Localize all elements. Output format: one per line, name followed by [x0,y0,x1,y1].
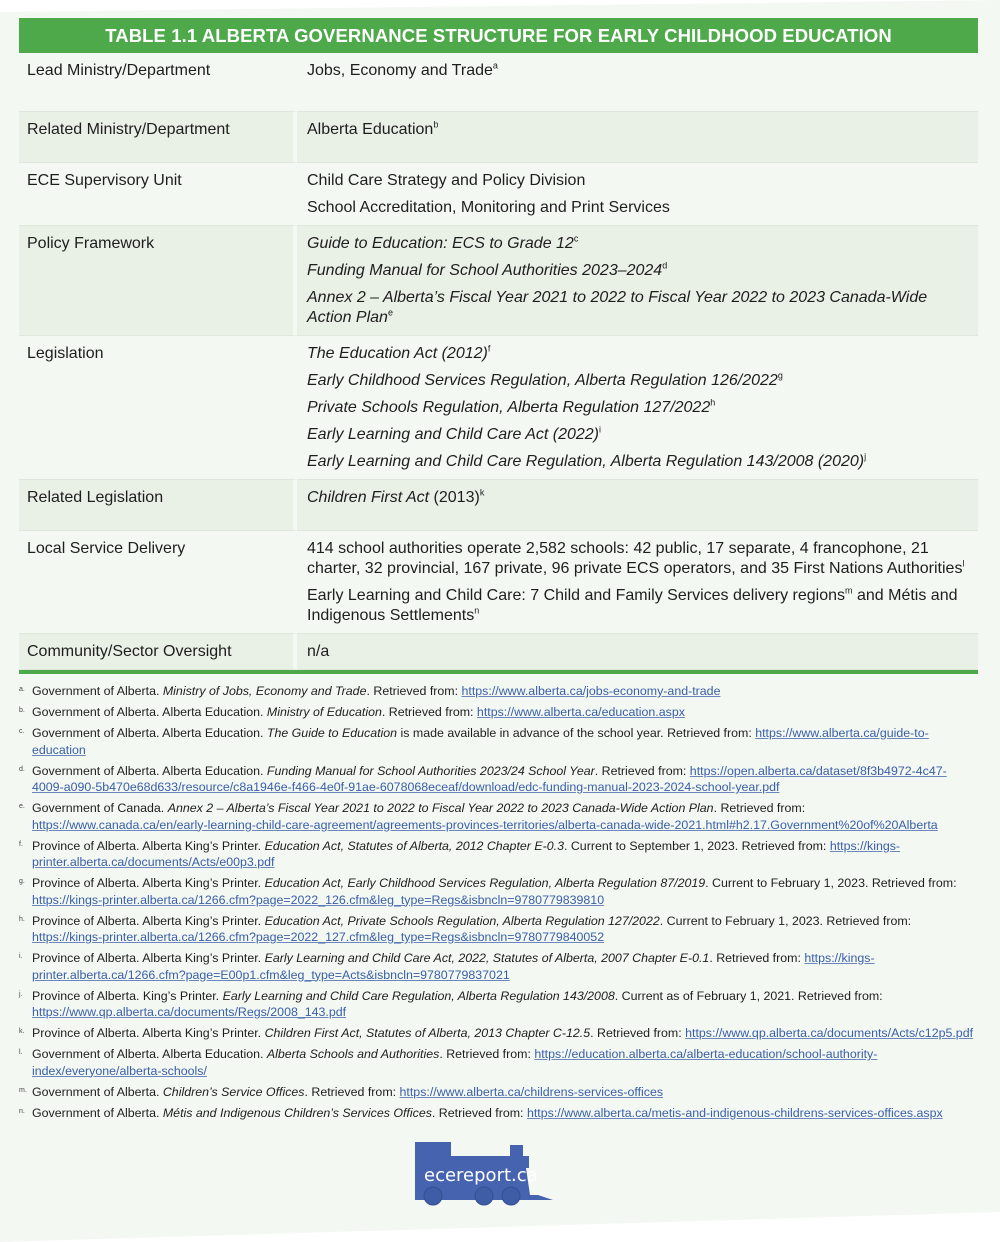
footnote [19,683,978,700]
footnote-link[interactable]: https://kings-printer.alberta.ca/1266.cfm?page=2022_126.cfm&leg_type=Regs&isbncln=9780779839810 [32,892,605,907]
footnote-retrieved: . Current to September 1, 2023. Retrieved from: [563,838,830,853]
table-row [19,111,978,163]
footnote-retrieved: . Current as of February 1, 2021. Retrieved from: [614,988,883,1003]
footnote-text [32,763,978,796]
footnote-ref[interactable]: l [962,558,965,569]
value-text: 414 school authorities operate 2,582 schools: 42 public, 17 separate, 4 francophone, 21 charter, 32 provincial, 167 private, 96 private ECS operators, and 35 First Nations Authorities [307,540,963,577]
value-line [307,425,970,445]
footnote-retrieved: . Retrieved from: [304,1084,400,1099]
footnote-text [32,1046,978,1079]
footnote-title: Funding Manual for School Authorities 2023/24 School Year [266,763,595,778]
row-label: Legislation [27,345,104,362]
value-line [307,261,970,281]
footnote-ref[interactable]: n [474,605,480,616]
row-value [297,336,978,479]
footnote-source: Government of Alberta. Alberta Education. [32,726,267,740]
footnote-source: Government of Alberta. [32,684,163,698]
footnote [19,913,978,946]
footnote-retrieved: . Retrieved from: [381,705,477,719]
footnote-source: Government of Alberta. Alberta Education. [32,1047,267,1061]
footnote-marker: i. [19,953,23,960]
footnote-title: Ministry of Education [266,705,382,719]
governance-table [19,53,978,670]
footnote-source: Government of Alberta. Alberta Education. [32,705,267,719]
footnote-marker: c. [19,728,25,735]
footnote-marker: f. [19,840,23,848]
footnote-retrieved: . Retrieved from: [366,684,462,698]
footnote-source: Province of Alberta. Alberta King’s Printer. [32,1026,265,1040]
footnote-marker: e. [19,803,25,810]
footnote-ref[interactable]: c [573,233,579,244]
footnote-retrieved: . Retrieved from: [713,801,806,815]
value-line [307,586,970,626]
footnote-source: Province of Alberta. Alberta King’s Printer. [32,951,265,965]
logo-text: ecereport.ca [424,1165,538,1186]
value-text: Early Learning and Child Care Regulation, Alberta Regulation 143/2008 (2020) [307,453,865,470]
footnote-source: Government of Alberta. Alberta Education. [32,763,267,778]
footnote-link[interactable]: https://www.alberta.ca/childrens-services-offices [399,1084,664,1099]
value-text: School Accreditation, Monitoring and Print Services [307,199,670,216]
footnote-marker: n. [19,1107,25,1115]
footnote-text [32,1025,978,1042]
value-line [307,61,970,81]
value-text: Child Care Strategy and Policy Division [307,172,586,189]
footnote-text [32,838,978,871]
footnote-title: Education Act, Private Schools Regulation, Alberta Regulation 127/2022 [264,913,660,928]
footnote-link[interactable]: https://www.qp.alberta.ca/documents/Acts/c12p5.pdf [685,1026,974,1040]
footnote-title: Children’s Service Offices [162,1084,305,1099]
footnote-link[interactable]: https://www.qp.alberta.ca/documents/Regs/2008_143.pdf [32,1005,347,1019]
footnote-text [32,1105,978,1122]
footnote-retrieved: . Retrieved from: [590,1026,686,1040]
footnote-text [32,950,978,983]
footnote-link[interactable]: https://www.canada.ca/en/early-learning-child-care-agreement/agreements-provinces-territories/alberta-canada-wide-2021.html#h2.17.Government%20of%20Alberta [32,817,938,832]
row-label: Lead Ministry/Department [27,62,211,79]
value-line [307,171,970,191]
value-text: Early Learning and Child Care Act (2022) [307,426,600,443]
value-text: Jobs, Economy and Trade [307,62,493,79]
train-locomotive-icon [413,1140,555,1208]
footnote-marker: k. [19,1028,25,1035]
table-row [19,336,978,479]
footnote [19,950,978,983]
footnote-marker: g. [19,878,25,885]
value-text: Funding Manual for School Authorities 2023–2024 [307,262,663,279]
footnote-retrieved: is made available in advance of the school year. Retrieved from: [397,726,756,740]
row-value [297,633,978,670]
footnote [19,725,978,758]
footnote-ref[interactable]: d [662,260,668,271]
row-label: Community/Sector Oversight [19,633,297,670]
row-value [297,479,978,531]
footnote-ref[interactable]: e [387,307,393,318]
row-value [297,531,978,633]
row-value [297,163,978,225]
footnote [19,1046,978,1079]
footnote [19,988,978,1021]
footnote-title: Education Act, Statutes of Alberta, 2012 Chapter E-0.3 [264,838,564,853]
footnote-link[interactable]: https://www.alberta.ca/jobs-economy-and-trade [461,684,721,698]
value-text: Annex 2 – Alberta’s Fiscal Year 2021 to 2022 to Fiscal Year 2022 to 2023 Canada-Wide Action Plan [307,289,928,326]
footnote [19,838,978,871]
table-row [19,479,978,531]
footnote-link[interactable]: https://www.alberta.ca/metis-and-indigenous-childrens-services-offices.aspx [526,1105,943,1120]
table-row [19,633,978,670]
footnote-marker: d. [19,765,25,773]
value-line [307,488,970,508]
row-label: Policy Framework [19,225,297,336]
table-row [19,53,978,111]
footnote-title: Annex 2 – Alberta’s Fiscal Year 2021 to 2022 to Fiscal Year 2022 to 2023 Canada-Wide Action Plan [167,801,714,815]
footnote-link[interactable]: https://kings-printer.alberta.ca/documents/Acts/e00p3.pdf [32,838,901,869]
footnote-text [32,683,978,700]
footnote-source: Province of Alberta. King’s Printer. [32,988,223,1003]
table-row [19,225,978,336]
value-text: Early Childhood Services Regulation, Alberta Regulation 126/2022 [307,372,778,389]
footnote-title: Métis and Indigenous Children’s Services Offices [162,1105,432,1120]
governance-table-section [19,18,978,1126]
value-line [307,452,970,472]
footnote-source: Government of Alberta. [32,1084,163,1099]
footnote-link[interactable]: https://kings-printer.alberta.ca/1266.cfm?page=E00p1.cfm&leg_type=Acts&isbncln=9780779837021 [32,951,875,982]
footnote-text [32,725,978,758]
footnote-ref[interactable]: g [777,370,783,381]
value-text: Children First Act [307,489,430,506]
footnote-ref[interactable]: k [479,487,485,498]
footnote-retrieved: . Retrieved from: [594,763,690,778]
table-title: TABLE 1.1 ALBERTA GOVERNANCE STRUCTURE FOR EARLY CHILDHOOD EDUCATION [19,18,978,53]
footnote-text [32,704,978,721]
footnote-link[interactable]: https://open.alberta.ca/dataset/8f3b4972-4c47-4009-a090-5b470e68d633/resource/c8a1946e-f466-4e0f-91ae-6078068eceaf/download/edc-funding-manual-2023-2024-school-year.pdf [32,763,947,794]
row-label: ECE Supervisory Unit [27,172,182,189]
footnote-ref[interactable]: b [433,119,439,130]
footnote-source: Province of Alberta. Alberta King’s Printer. [32,876,265,890]
value-line [307,642,970,662]
footnote-source: Government of Alberta. [32,1105,163,1120]
footnote-title: Early Learning and Child Care Regulation, Alberta Regulation 143/2008 [222,988,615,1003]
footnote-marker: j. [19,990,23,998]
footnote-link[interactable]: https://kings-printer.alberta.ca/1266.cfm?page=2022_127.cfm&leg_type=Regs&isbncln=9780779840052 [32,930,605,944]
footnote-link[interactable]: https://www.alberta.ca/education.aspx [476,705,685,719]
footnote-text [32,1084,978,1101]
value-text: The Education Act (2012) [307,345,488,362]
footnote-text [32,800,978,833]
footnote-title: Education Act, Early Childhood Services Regulation, Alberta Regulation 87/2019 [264,876,706,890]
value-suffix: and Métis and Indigenous Settlements [307,587,958,624]
footnote-marker: b. [19,707,25,714]
footnote-ref[interactable]: f [487,343,491,354]
row-label: Local Service Delivery [27,540,186,557]
footnote-marker: m. [19,1086,27,1094]
value-line [307,371,970,391]
table-bottom-rule [19,670,978,674]
footnote-title: The Guide to Education [266,726,398,740]
value-line [307,344,970,364]
row-label: Related Legislation [19,479,297,531]
footnote-source: Province of Alberta. Alberta King’s Printer. [32,913,265,928]
row-value [297,111,978,163]
value-line [307,198,970,218]
footnote-source: Province of Alberta. Alberta King’s Printer. [32,838,265,853]
footnote-retrieved: . Retrieved from: [431,1105,527,1120]
value-line [307,539,970,579]
footnotes-list [19,683,978,1121]
footnote-link[interactable]: https://www.alberta.ca/guide-to-education [32,726,929,757]
footnote-marker: l. [19,1049,23,1056]
footnote [19,800,978,833]
footnote-text [32,875,978,908]
value-text: Private Schools Regulation, Alberta Regulation 127/2022 [307,399,711,416]
footnote-title: Early Learning and Child Care Act, 2022, Statutes of Alberta, 2007 Chapter E-0.1 [264,951,710,965]
footnote-ref[interactable]: j [864,451,867,462]
footnote-ref[interactable]: a [492,60,498,71]
footnote [19,1105,978,1122]
footnote-ref[interactable]: h [710,397,716,408]
table-row [19,163,978,225]
value-line [307,234,970,254]
row-value [297,225,978,336]
value-line [307,120,970,140]
footnote-title: Children First Act, Statutes of Alberta, 2013 Chapter C-12.5 [264,1026,591,1040]
footnote [19,1025,978,1042]
value-text: Early Learning and Child Care: 7 Child and Family Services delivery regions [307,587,846,604]
footnote-ref[interactable]: i [599,424,602,435]
footnote [19,763,978,796]
footnote-link[interactable]: https://education.alberta.ca/alberta-education/school-authority-index/everyone/alberta-schools/ [32,1047,878,1078]
footnote-title: Ministry of Jobs, Economy and Trade [162,684,367,698]
footnote-retrieved: . Current to February 1, 2023. Retrieved from: [659,913,912,928]
footnote-source: Government of Canada. [32,801,168,815]
value-line [307,288,970,328]
footnote [19,875,978,908]
value-text: Alberta Education [307,121,434,138]
value-text: Guide to Education: ECS to Grade 12 [307,235,574,252]
footnote-text [32,913,978,946]
footnote [19,704,978,721]
value-line [307,398,970,418]
value-suffix: (2013) [429,489,480,506]
footnote-text [32,988,978,1021]
footnote-marker: h. [19,915,25,923]
footnote [19,1084,978,1101]
footnote-ref[interactable]: m [845,585,853,596]
footnote-title: Alberta Schools and Authorities [266,1047,440,1061]
footnote-retrieved: . Retrieved from: [439,1047,535,1061]
table-row [19,531,978,633]
footnote-retrieved: . Retrieved from: [709,951,805,965]
footnote-retrieved: . Current to February 1, 2023. Retrieved from: [705,876,957,890]
value-text: n/a [307,643,330,660]
footnote-marker: a. [19,686,25,693]
row-label: Related Ministry/Department [19,111,297,163]
ecereport-logo[interactable] [413,1140,555,1208]
row-value [297,53,978,111]
